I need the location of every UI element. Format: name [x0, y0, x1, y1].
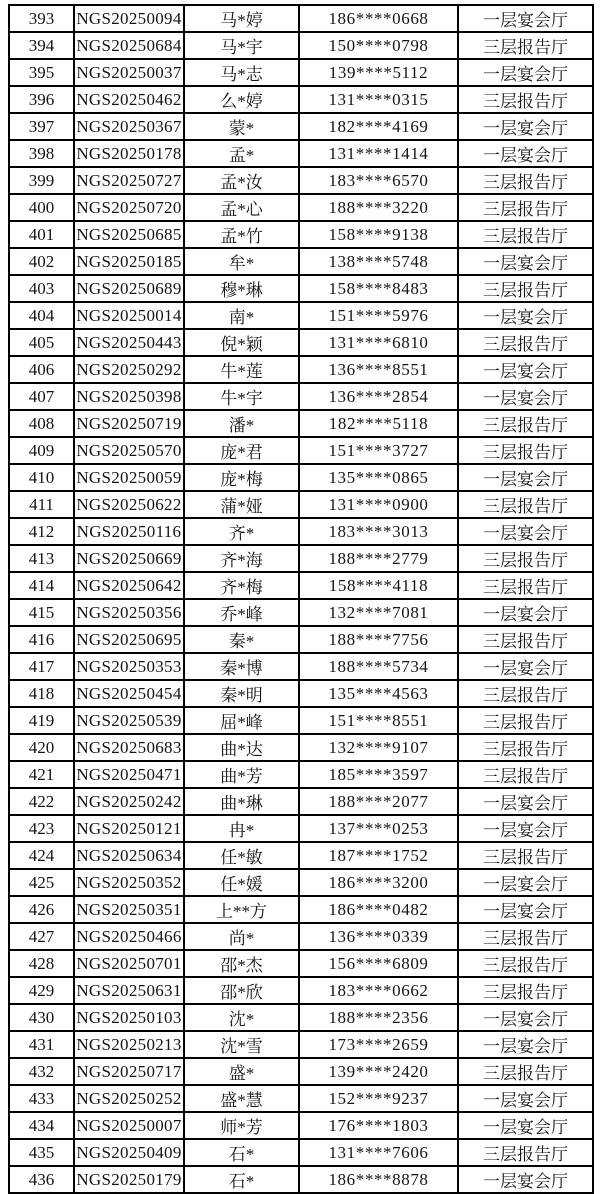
cell-registration-id: NGS20250462 [74, 86, 184, 113]
table-row [9, 302, 593, 329]
cell-name: 石* [184, 1139, 299, 1166]
cell-phone: 183****0662 [299, 977, 458, 1004]
cell-phone: 135****4563 [299, 680, 458, 707]
cell-name: 牛*宇 [184, 383, 299, 410]
cell-name: 冉* [184, 815, 299, 842]
cell-name: 孟*竹 [184, 221, 299, 248]
cell-name: 沈* [184, 1004, 299, 1031]
table-row [9, 5, 593, 32]
table-row [9, 761, 593, 788]
cell-row-number: 428 [9, 950, 74, 977]
cell-phone: 132****7081 [299, 599, 458, 626]
table-row [9, 1031, 593, 1058]
cell-registration-id: NGS20250685 [74, 221, 184, 248]
cell-name: 么*婷 [184, 86, 299, 113]
cell-row-number: 416 [9, 626, 74, 653]
cell-phone: 186****8878 [299, 1166, 458, 1193]
table-row [9, 329, 593, 356]
cell-name: 蒲*娅 [184, 491, 299, 518]
cell-registration-id: NGS20250014 [74, 302, 184, 329]
cell-venue: 三层报告厅 [458, 32, 593, 59]
cell-phone: 151****5976 [299, 302, 458, 329]
cell-row-number: 410 [9, 464, 74, 491]
table-row [9, 356, 593, 383]
table-row [9, 86, 593, 113]
table-row [9, 977, 593, 1004]
cell-venue: 一层宴会厅 [458, 5, 593, 32]
cell-registration-id: NGS20250252 [74, 1085, 184, 1112]
table-row [9, 1085, 593, 1112]
table-row [9, 518, 593, 545]
cell-phone: 138****5748 [299, 248, 458, 275]
cell-row-number: 396 [9, 86, 74, 113]
registration-table [8, 4, 594, 1194]
cell-row-number: 394 [9, 32, 74, 59]
cell-phone: 132****9107 [299, 734, 458, 761]
table-row [9, 491, 593, 518]
table-row [9, 275, 593, 302]
cell-row-number: 431 [9, 1031, 74, 1058]
table-row [9, 599, 593, 626]
cell-phone: 150****0798 [299, 32, 458, 59]
table-row [9, 1058, 593, 1085]
cell-registration-id: NGS20250121 [74, 815, 184, 842]
cell-row-number: 425 [9, 869, 74, 896]
table-row [9, 113, 593, 140]
cell-phone: 173****2659 [299, 1031, 458, 1058]
cell-name: 任*敏 [184, 842, 299, 869]
cell-row-number: 426 [9, 896, 74, 923]
cell-phone: 135****0865 [299, 464, 458, 491]
cell-name: 马*志 [184, 59, 299, 86]
cell-phone: 139****2420 [299, 1058, 458, 1085]
table-row [9, 572, 593, 599]
cell-registration-id: NGS20250037 [74, 59, 184, 86]
cell-name: 秦*明 [184, 680, 299, 707]
cell-venue: 三层报告厅 [458, 734, 593, 761]
cell-name: 穆*琳 [184, 275, 299, 302]
cell-row-number: 424 [9, 842, 74, 869]
table-row [9, 248, 593, 275]
cell-phone: 185****3597 [299, 761, 458, 788]
cell-row-number: 435 [9, 1139, 74, 1166]
table-row [9, 869, 593, 896]
cell-venue: 一层宴会厅 [458, 815, 593, 842]
cell-venue: 一层宴会厅 [458, 518, 593, 545]
cell-registration-id: NGS20250454 [74, 680, 184, 707]
cell-name: 孟* [184, 140, 299, 167]
cell-phone: 156****6809 [299, 950, 458, 977]
cell-phone: 182****4169 [299, 113, 458, 140]
table-row [9, 707, 593, 734]
table-row [9, 788, 593, 815]
cell-name: 邵*杰 [184, 950, 299, 977]
table-row [9, 815, 593, 842]
cell-name: 曲*达 [184, 734, 299, 761]
cell-venue: 一层宴会厅 [458, 248, 593, 275]
cell-phone: 186****0482 [299, 896, 458, 923]
cell-phone: 131****6810 [299, 329, 458, 356]
table-row [9, 194, 593, 221]
cell-name: 倪*颖 [184, 329, 299, 356]
cell-phone: 152****9237 [299, 1085, 458, 1112]
cell-name: 曲*琳 [184, 788, 299, 815]
cell-registration-id: NGS20250443 [74, 329, 184, 356]
cell-venue: 一层宴会厅 [458, 464, 593, 491]
cell-venue: 三层报告厅 [458, 680, 593, 707]
cell-row-number: 400 [9, 194, 74, 221]
table-row [9, 1112, 593, 1139]
cell-registration-id: NGS20250242 [74, 788, 184, 815]
cell-registration-id: NGS20250570 [74, 437, 184, 464]
cell-phone: 131****0900 [299, 491, 458, 518]
cell-registration-id: NGS20250622 [74, 491, 184, 518]
cell-name: 师*芳 [184, 1112, 299, 1139]
cell-name: 庞*梅 [184, 464, 299, 491]
cell-name: 牛*莲 [184, 356, 299, 383]
cell-registration-id: NGS20250727 [74, 167, 184, 194]
cell-registration-id: NGS20250631 [74, 977, 184, 1004]
table-row [9, 437, 593, 464]
cell-phone: 158****8483 [299, 275, 458, 302]
cell-row-number: 409 [9, 437, 74, 464]
cell-venue: 一层宴会厅 [458, 869, 593, 896]
table-row [9, 1139, 593, 1166]
table-row [9, 653, 593, 680]
cell-row-number: 401 [9, 221, 74, 248]
cell-registration-id: NGS20250292 [74, 356, 184, 383]
cell-row-number: 418 [9, 680, 74, 707]
cell-registration-id: NGS20250356 [74, 599, 184, 626]
table-row [9, 545, 593, 572]
cell-registration-id: NGS20250684 [74, 32, 184, 59]
cell-row-number: 413 [9, 545, 74, 572]
cell-row-number: 419 [9, 707, 74, 734]
cell-registration-id: NGS20250398 [74, 383, 184, 410]
table-row [9, 140, 593, 167]
cell-row-number: 398 [9, 140, 74, 167]
cell-venue: 一层宴会厅 [458, 113, 593, 140]
cell-venue: 一层宴会厅 [458, 356, 593, 383]
cell-phone: 188****2356 [299, 1004, 458, 1031]
cell-name: 潘* [184, 410, 299, 437]
cell-name: 邵*欣 [184, 977, 299, 1004]
cell-phone: 188****3220 [299, 194, 458, 221]
cell-row-number: 433 [9, 1085, 74, 1112]
cell-row-number: 422 [9, 788, 74, 815]
cell-phone: 188****5734 [299, 653, 458, 680]
cell-row-number: 407 [9, 383, 74, 410]
table-row [9, 410, 593, 437]
cell-phone: 188****7756 [299, 626, 458, 653]
cell-phone: 136****8551 [299, 356, 458, 383]
cell-phone: 131****0315 [299, 86, 458, 113]
cell-row-number: 403 [9, 275, 74, 302]
cell-name: 秦*博 [184, 653, 299, 680]
cell-phone: 186****3200 [299, 869, 458, 896]
cell-venue: 一层宴会厅 [458, 653, 593, 680]
cell-row-number: 412 [9, 518, 74, 545]
cell-registration-id: NGS20250213 [74, 1031, 184, 1058]
cell-registration-id: NGS20250695 [74, 626, 184, 653]
cell-venue: 一层宴会厅 [458, 1166, 593, 1193]
cell-registration-id: NGS20250717 [74, 1058, 184, 1085]
cell-registration-id: NGS20250466 [74, 923, 184, 950]
cell-row-number: 415 [9, 599, 74, 626]
cell-registration-id: NGS20250642 [74, 572, 184, 599]
cell-registration-id: NGS20250179 [74, 1166, 184, 1193]
cell-venue: 一层宴会厅 [458, 599, 593, 626]
cell-venue: 一层宴会厅 [458, 1031, 593, 1058]
cell-venue: 三层报告厅 [458, 707, 593, 734]
cell-phone: 158****4118 [299, 572, 458, 599]
table-row [9, 896, 593, 923]
cell-name: 上**方 [184, 896, 299, 923]
cell-name: 曲*芳 [184, 761, 299, 788]
cell-venue: 三层报告厅 [458, 977, 593, 1004]
cell-row-number: 434 [9, 1112, 74, 1139]
cell-registration-id: NGS20250352 [74, 869, 184, 896]
cell-registration-id: NGS20250539 [74, 707, 184, 734]
cell-row-number: 429 [9, 977, 74, 1004]
cell-row-number: 417 [9, 653, 74, 680]
cell-row-number: 414 [9, 572, 74, 599]
cell-registration-id: NGS20250720 [74, 194, 184, 221]
table-row [9, 59, 593, 86]
table-row [9, 221, 593, 248]
cell-venue: 三层报告厅 [458, 437, 593, 464]
cell-registration-id: NGS20250683 [74, 734, 184, 761]
cell-registration-id: NGS20250471 [74, 761, 184, 788]
cell-registration-id: NGS20250367 [74, 113, 184, 140]
cell-name: 任*媛 [184, 869, 299, 896]
cell-registration-id: NGS20250351 [74, 896, 184, 923]
cell-row-number: 393 [9, 5, 74, 32]
cell-venue: 三层报告厅 [458, 545, 593, 572]
cell-venue: 三层报告厅 [458, 491, 593, 518]
cell-registration-id: NGS20250409 [74, 1139, 184, 1166]
cell-venue: 三层报告厅 [458, 275, 593, 302]
cell-registration-id: NGS20250634 [74, 842, 184, 869]
table-row [9, 32, 593, 59]
cell-row-number: 411 [9, 491, 74, 518]
cell-phone: 151****3727 [299, 437, 458, 464]
cell-registration-id: NGS20250103 [74, 1004, 184, 1031]
cell-registration-id: NGS20250116 [74, 518, 184, 545]
cell-venue: 三层报告厅 [458, 86, 593, 113]
cell-row-number: 436 [9, 1166, 74, 1193]
cell-name: 齐*梅 [184, 572, 299, 599]
cell-row-number: 421 [9, 761, 74, 788]
cell-registration-id: NGS20250185 [74, 248, 184, 275]
cell-phone: 151****8551 [299, 707, 458, 734]
table-row [9, 626, 593, 653]
cell-name: 秦* [184, 626, 299, 653]
cell-venue: 三层报告厅 [458, 221, 593, 248]
cell-phone: 182****5118 [299, 410, 458, 437]
cell-phone: 188****2077 [299, 788, 458, 815]
cell-name: 马*婷 [184, 5, 299, 32]
cell-row-number: 399 [9, 167, 74, 194]
cell-name: 屈*峰 [184, 707, 299, 734]
cell-registration-id: NGS20250059 [74, 464, 184, 491]
table-row [9, 842, 593, 869]
cell-venue: 三层报告厅 [458, 329, 593, 356]
table-row [9, 680, 593, 707]
cell-row-number: 408 [9, 410, 74, 437]
cell-venue: 一层宴会厅 [458, 383, 593, 410]
cell-name: 马*宇 [184, 32, 299, 59]
cell-venue: 三层报告厅 [458, 1139, 593, 1166]
cell-venue: 一层宴会厅 [458, 788, 593, 815]
cell-phone: 188****2779 [299, 545, 458, 572]
cell-registration-id: NGS20250669 [74, 545, 184, 572]
cell-registration-id: NGS20250689 [74, 275, 184, 302]
cell-phone: 131****1414 [299, 140, 458, 167]
cell-row-number: 427 [9, 923, 74, 950]
cell-venue: 一层宴会厅 [458, 896, 593, 923]
cell-row-number: 395 [9, 59, 74, 86]
cell-venue: 三层报告厅 [458, 842, 593, 869]
cell-row-number: 430 [9, 1004, 74, 1031]
cell-name: 牟* [184, 248, 299, 275]
cell-venue: 一层宴会厅 [458, 302, 593, 329]
cell-venue: 三层报告厅 [458, 572, 593, 599]
cell-name: 盛*慧 [184, 1085, 299, 1112]
cell-name: 齐*海 [184, 545, 299, 572]
table-row [9, 923, 593, 950]
cell-phone: 131****7606 [299, 1139, 458, 1166]
cell-registration-id: NGS20250007 [74, 1112, 184, 1139]
cell-name: 沈*雪 [184, 1031, 299, 1058]
cell-name: 孟*汝 [184, 167, 299, 194]
cell-registration-id: NGS20250701 [74, 950, 184, 977]
cell-venue: 一层宴会厅 [458, 1112, 593, 1139]
cell-name: 尚* [184, 923, 299, 950]
cell-row-number: 423 [9, 815, 74, 842]
cell-name: 南* [184, 302, 299, 329]
cell-phone: 183****6570 [299, 167, 458, 194]
table-row [9, 950, 593, 977]
cell-phone: 158****9138 [299, 221, 458, 248]
cell-venue: 三层报告厅 [458, 1058, 593, 1085]
cell-phone: 187****1752 [299, 842, 458, 869]
cell-phone: 176****1803 [299, 1112, 458, 1139]
table-row [9, 167, 593, 194]
cell-phone: 139****5112 [299, 59, 458, 86]
table-row [9, 1004, 593, 1031]
cell-phone: 136****0339 [299, 923, 458, 950]
cell-phone: 186****0668 [299, 5, 458, 32]
cell-registration-id: NGS20250353 [74, 653, 184, 680]
cell-venue: 三层报告厅 [458, 626, 593, 653]
cell-venue: 一层宴会厅 [458, 1004, 593, 1031]
cell-row-number: 397 [9, 113, 74, 140]
cell-registration-id: NGS20250094 [74, 5, 184, 32]
cell-row-number: 406 [9, 356, 74, 383]
cell-phone: 183****3013 [299, 518, 458, 545]
cell-venue: 三层报告厅 [458, 761, 593, 788]
cell-name: 庞*君 [184, 437, 299, 464]
cell-name: 乔*峰 [184, 599, 299, 626]
cell-venue: 一层宴会厅 [458, 59, 593, 86]
cell-registration-id: NGS20250719 [74, 410, 184, 437]
cell-phone: 136****2854 [299, 383, 458, 410]
cell-venue: 一层宴会厅 [458, 1085, 593, 1112]
cell-row-number: 405 [9, 329, 74, 356]
cell-registration-id: NGS20250178 [74, 140, 184, 167]
cell-venue: 三层报告厅 [458, 194, 593, 221]
cell-name: 齐* [184, 518, 299, 545]
cell-row-number: 420 [9, 734, 74, 761]
cell-row-number: 402 [9, 248, 74, 275]
cell-row-number: 404 [9, 302, 74, 329]
table-row [9, 383, 593, 410]
cell-name: 蒙* [184, 113, 299, 140]
cell-phone: 137****0253 [299, 815, 458, 842]
cell-venue: 三层报告厅 [458, 167, 593, 194]
cell-name: 盛* [184, 1058, 299, 1085]
cell-name: 孟*心 [184, 194, 299, 221]
cell-venue: 三层报告厅 [458, 950, 593, 977]
table-row [9, 1166, 593, 1193]
cell-venue: 一层宴会厅 [458, 140, 593, 167]
cell-venue: 三层报告厅 [458, 410, 593, 437]
cell-row-number: 432 [9, 1058, 74, 1085]
table-row [9, 734, 593, 761]
registration-table-body [9, 5, 593, 1193]
table-row [9, 464, 593, 491]
cell-name: 石* [184, 1166, 299, 1193]
cell-venue: 三层报告厅 [458, 923, 593, 950]
